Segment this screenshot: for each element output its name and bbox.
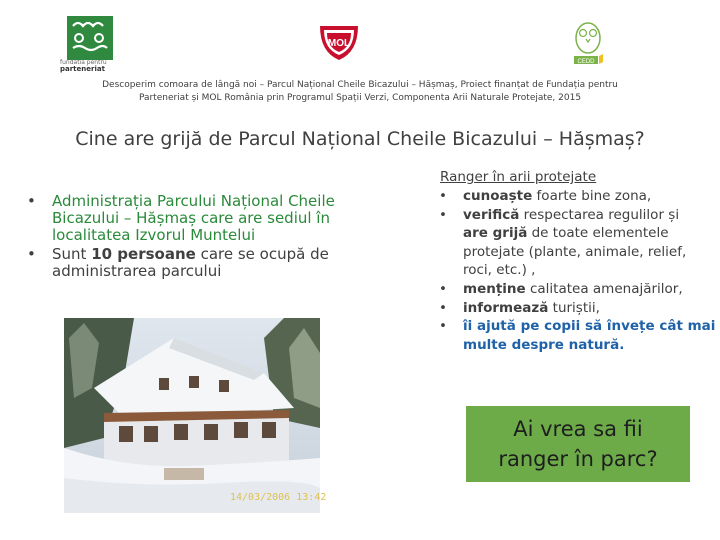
list-item xyxy=(436,206,716,280)
funding-statement xyxy=(40,79,680,105)
ranger-heading: Ranger în arii protejate xyxy=(440,169,597,185)
funding-line-2: Parteneriat și MOL România prin Programul Spații Verzi, Componenta Arii Naturale Protejate, 2015 xyxy=(138,93,582,103)
fundatia-logo xyxy=(67,16,113,60)
duty-text: de toate elementele protejate (plante, animale, relief, roci, etc.) , xyxy=(463,225,687,279)
duty-keyword: informează xyxy=(463,299,549,316)
left-bullet-list xyxy=(24,193,384,282)
bullet-icon: • xyxy=(439,188,447,204)
cta-line-1: Ai vrea sa fii xyxy=(513,417,643,441)
mol-logo xyxy=(316,22,362,62)
duty-keyword: cunoaște xyxy=(463,188,533,204)
list-item xyxy=(24,193,384,244)
list-item xyxy=(436,317,716,354)
slide-title: Cine are grijă de Parcul Național Cheile Bicazului – Hășmaș? xyxy=(75,128,645,150)
funding-line-1: Descoperim comoara de lângă noi – Parcul Național Cheile Bicazului – Hășmaș, Proiect finanțat de Fundația pentru xyxy=(102,80,618,90)
list-item xyxy=(436,280,716,299)
duty-keyword: îi ajută pe copii să învețe cât mai multe despre natură. xyxy=(463,318,716,353)
duty-keyword: verifică xyxy=(463,206,520,223)
bullet-icon: • xyxy=(439,318,447,335)
photo-timestamp: 14/03/2006 13:42 xyxy=(230,492,327,503)
staff-text-pre: Sunt xyxy=(52,245,92,263)
fundatia-logo-caption xyxy=(60,60,122,73)
duty-keyword: are grijă xyxy=(463,225,528,242)
bullet-icon: • xyxy=(27,245,36,263)
duty-text: turiștii, xyxy=(548,299,600,316)
cedd-logo-text: CEDD xyxy=(577,59,595,65)
duty-text: respectarea regulilor și xyxy=(519,206,680,223)
bullet-icon: • xyxy=(27,192,36,210)
bullet-icon: • xyxy=(439,299,447,316)
fundatia-caption-small: fundatia pentru xyxy=(60,59,107,66)
duty-text: calitatea amenajărilor, xyxy=(525,280,683,297)
list-item xyxy=(436,299,716,318)
list-item xyxy=(24,246,384,280)
fundatia-caption-main: parteneriat xyxy=(60,65,105,73)
mol-logo-text: MOL xyxy=(327,38,351,49)
list-item xyxy=(436,187,716,206)
admin-text: Administrația Parcului Național Cheile Bicazului – Hășmaș care are sediul în localitatea Izvorul Muntelui xyxy=(52,192,335,244)
ranger-question-box xyxy=(466,406,690,482)
staff-text-post: care se ocupă de administrarea parcului xyxy=(52,245,329,280)
fundatia-logo-icon xyxy=(67,16,113,60)
bullet-icon: • xyxy=(439,206,447,223)
bullet-icon: • xyxy=(439,280,447,297)
cta-line-2: ranger în parc? xyxy=(498,447,658,471)
ranger-duties-list xyxy=(436,187,716,354)
duty-keyword: menține xyxy=(463,280,526,297)
duty-text: foarte bine zona, xyxy=(532,188,652,204)
cedd-logo xyxy=(570,18,606,70)
staff-count: 10 persoane xyxy=(91,245,196,263)
park-headquarters-photo xyxy=(64,318,320,513)
